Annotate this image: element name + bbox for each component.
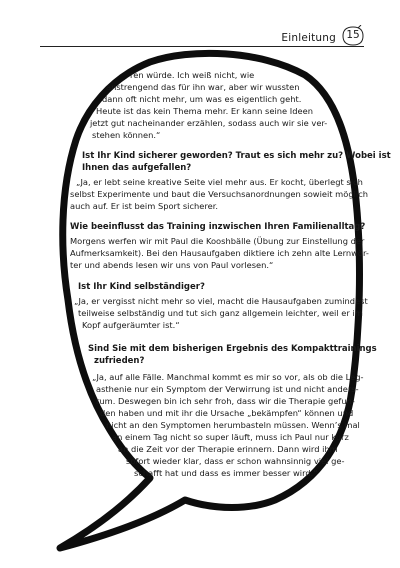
answer-line: rum. Deswegen bin ich sehr froh, dass wir die Therapie gefun- bbox=[96, 396, 355, 406]
answer-line: teilweise selbständig und tut sich ganz allgemein leichter, weil er im bbox=[78, 308, 363, 318]
answer-line: Aufmerksamkeit). Bei den Hausaufgaben diktiere ich zehn alte Lernwör- bbox=[70, 248, 369, 258]
answer-line: asthenie nur ein Symptom der Verwirrung ist und nicht anders- bbox=[96, 384, 359, 394]
question: Sind Sie mit dem bisherigen Ergebnis des Kompakttrainings bbox=[88, 344, 377, 354]
chapter-title: Einleitung bbox=[281, 32, 336, 44]
answer-line: schafft hat und dass es immer besser wird.“ bbox=[134, 468, 318, 478]
text-line: dann oft nicht mehr, um was es eigentlich geht. bbox=[102, 94, 302, 104]
answer-line: selbst Experimente und baut die Versuchsanordnungen sowieit möglich bbox=[70, 189, 369, 199]
question: zufrieden? bbox=[94, 356, 145, 366]
answer-line: auch auf. Er ist beim Sport sicherer. bbox=[70, 201, 219, 211]
answer-line: an einem Tag nicht so super läuft, muss ich Paul nur kurz bbox=[112, 432, 349, 442]
answer-line: Morgens werfen wir mit Paul die Kooshbälle (Übung zur Einstellung der bbox=[70, 236, 365, 246]
answer-line: sofort wieder klar, dass er schon wahnsinnig viel ge- bbox=[126, 456, 345, 466]
text-line: jetzt gut nacheinander erzählen, sodass auch wir sie ver- bbox=[90, 118, 328, 128]
answer-line: nicht an den Symptomen herumbasteln müssen. Wenn’s mal bbox=[106, 420, 360, 430]
question: Ist Ihr Kind sicherer geworden? Traut es sich mehr zu? Wobei ist bbox=[82, 151, 391, 161]
answer-line: „Ja, er lebt seine kreative Seite viel mehr aus. Er kocht, überlegt sich bbox=[76, 177, 363, 187]
question: Wie beeinflusst das Training inzwischen Ihren Familienalltag? bbox=[70, 222, 366, 232]
text-line: Heute ist das kein Thema mehr. Er kann seine Ideen bbox=[96, 106, 313, 116]
text-line: stehen können.“ bbox=[92, 130, 161, 140]
answer-line: den haben und mit ihr die Ursache „bekämpfen“ können und bbox=[100, 408, 354, 418]
answer-line: ter und abends lesen wir uns von Paul vorlesen.“ bbox=[70, 260, 274, 270]
question: Ihnen das aufgefallen? bbox=[82, 163, 192, 173]
page-number: 15 bbox=[346, 29, 360, 41]
answer-line: „Ja, er vergisst nicht mehr so viel, macht die Hausaufgaben zumindest bbox=[74, 296, 368, 306]
text-line: ren würde. Ich weiß nicht, wie bbox=[130, 70, 255, 80]
answer-line: „Ja, auf alle Fälle. Manchmal kommt es mir so vor, als ob die Leg- bbox=[92, 372, 364, 382]
answer-line: an die Zeit vor der Therapie erinnern. Dann wird ihm bbox=[118, 444, 338, 454]
question: Ist Ihr Kind selbständiger? bbox=[78, 282, 205, 292]
answer-line: Kopf aufgeräumter ist.“ bbox=[82, 320, 180, 330]
text-line: anstrengend das für ihn war, aber wir wussten bbox=[106, 82, 300, 92]
